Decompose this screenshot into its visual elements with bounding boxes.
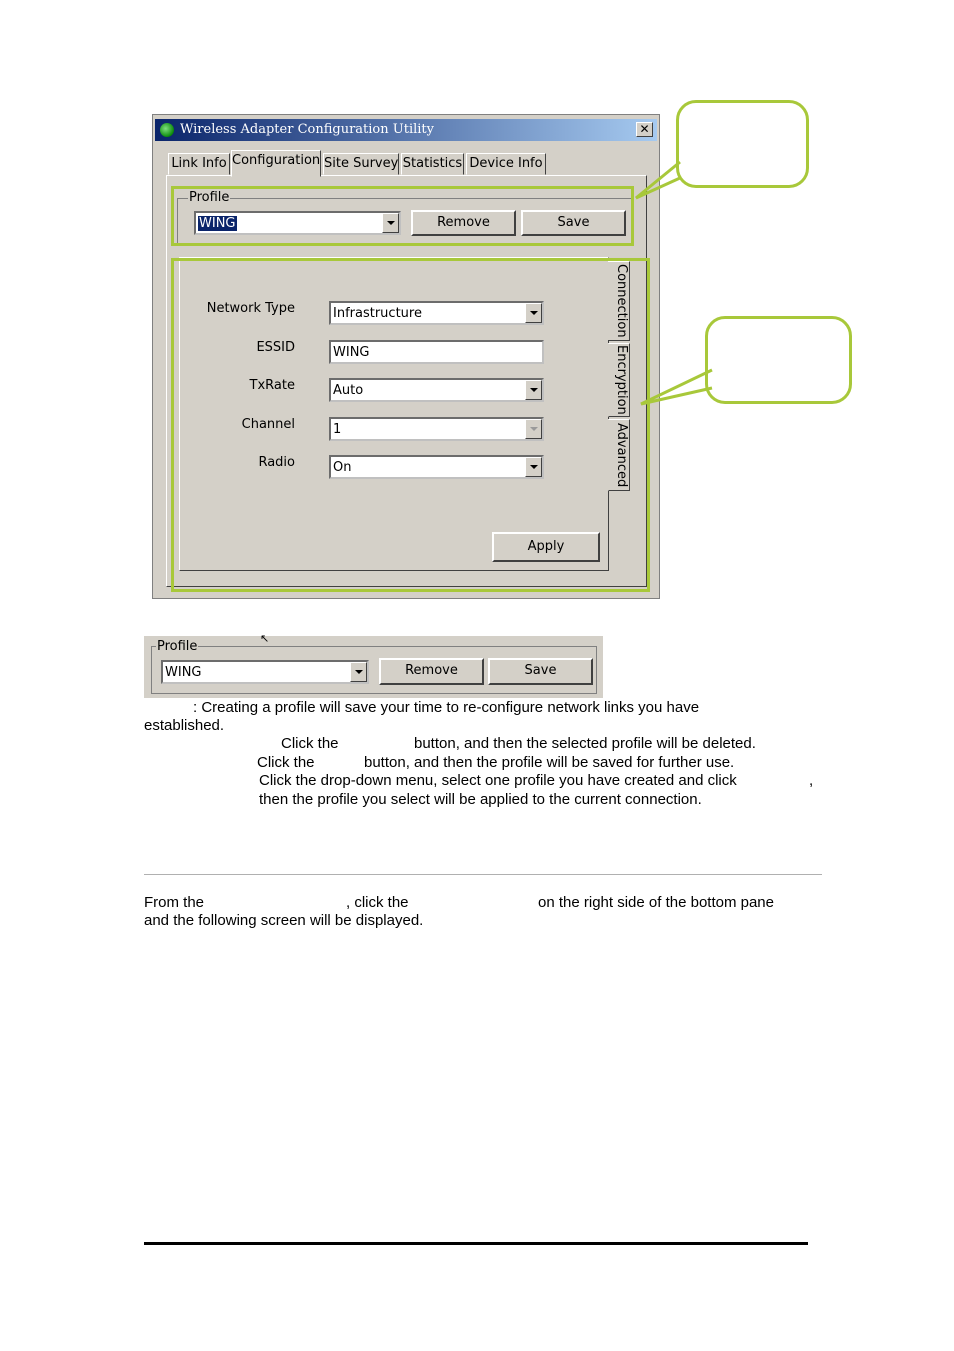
essid-value: WING (333, 345, 370, 360)
apply-desc-line2: then the profile you select will be applied to the current connection. (259, 791, 702, 808)
profile-crop (144, 632, 603, 698)
window-title: Wireless Adapter Configuration Utility (180, 122, 434, 137)
tab-link-info[interactable]: Link Info (168, 153, 230, 175)
remove-desc-b: button, and then the selected profile will be deleted. (414, 735, 756, 752)
chevron-down-icon[interactable] (350, 662, 367, 682)
radio-value: On (333, 460, 352, 475)
profile-legend: Profile (189, 190, 230, 205)
profile-description: : Creating a profile will save your time to re-configure network links you have (193, 699, 700, 716)
profile-crop-save-button[interactable]: Save (488, 658, 593, 685)
save-desc-a: Click the (257, 754, 315, 771)
apply-button[interactable]: Apply (492, 532, 600, 562)
profile-crop-legend: Profile (157, 639, 198, 654)
radio-label: Radio (258, 455, 295, 470)
tab-configuration[interactable]: Configuration (231, 150, 321, 177)
from-text-c: on the right side of the bottom pane (538, 894, 774, 911)
save-desc-b: button, and then the profile will be saved for further use. (364, 754, 735, 771)
apply-desc-line1: Click the drop-down menu, select one profile you have created and click (259, 772, 737, 789)
network-type-value: Infrastructure (333, 306, 422, 321)
tab-site-survey[interactable]: Site Survey (323, 153, 399, 175)
side-tab-advanced[interactable]: Advanced (608, 419, 630, 491)
tab-device-info[interactable]: Device Info (466, 153, 546, 175)
footer-rule (144, 1242, 808, 1245)
close-icon[interactable]: ✕ (636, 122, 653, 137)
channel-value: 1 (333, 422, 342, 437)
txrate-label: TxRate (249, 378, 295, 393)
save-button[interactable]: Save (521, 210, 626, 236)
from-text-a: From the (144, 894, 205, 911)
profile-crop-dropdown[interactable] (161, 660, 369, 684)
section-divider (144, 874, 822, 875)
from-text-b: , click the (346, 894, 409, 911)
apply-desc-comma: , (809, 772, 814, 789)
remove-desc-a: Click the (281, 735, 339, 752)
profile-description-cont: established. (144, 717, 225, 734)
tab-statistics[interactable]: Statistics (401, 153, 464, 175)
channel-label: Channel (241, 417, 295, 432)
network-type-label: Network Type (206, 301, 295, 316)
side-tab-connection[interactable]: Connection (608, 261, 630, 341)
side-tab-encryption[interactable]: Encryption (608, 343, 630, 417)
remove-button[interactable]: Remove (411, 210, 516, 236)
essid-label: ESSID (256, 340, 295, 355)
cursor-icon: ↖ (260, 632, 270, 645)
from-text-line2: and the following screen will be displayed. (144, 912, 424, 929)
profile-value: WING (199, 216, 236, 231)
profile-crop-value: WING (165, 665, 202, 680)
profile-crop-remove-button[interactable]: Remove (379, 658, 484, 685)
txrate-value: Auto (333, 383, 364, 398)
